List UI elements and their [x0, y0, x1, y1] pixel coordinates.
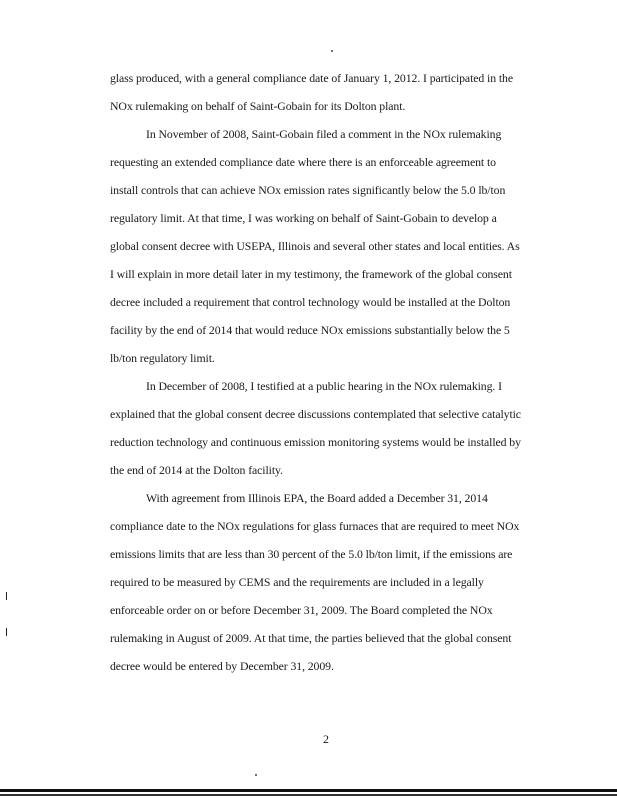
text-line: In December of 2008, I testified at a public hearing in the NOx rulemaking. I — [146, 379, 502, 393]
text-line: facility by the end of 2014 that would reduce NOx emissions substantially below the 5 — [110, 323, 510, 337]
text-line: regulatory limit. At that time, I was working on behalf of Saint-Gobain to develop a — [110, 211, 497, 225]
scan-margin-mark — [6, 592, 7, 600]
text-line: In November of 2008, Saint-Gobain filed a comment in the NOx rulemaking — [146, 127, 502, 141]
text-line: enforceable order on or before December 31, 2009. The Board completed the NOx — [110, 603, 493, 617]
text-line: install controls that can achieve NOx emission rates significantly below the 5.0 lb/ton — [110, 183, 506, 197]
text-line: lb/ton regulatory limit. — [110, 351, 215, 365]
text-line: With agreement from Illinois EPA, the Board added a December 31, 2014 — [146, 491, 488, 505]
scan-speck — [255, 774, 257, 776]
text-line: rulemaking in August of 2009. At that time, the parties believed that the global consent — [110, 631, 512, 645]
text-line: reduction technology and continuous emission monitoring systems would be installed by — [110, 435, 521, 449]
text-line: NOx rulemaking on behalf of Saint-Gobain for its Dolton plant. — [110, 99, 406, 113]
text-line: required to be measured by CEMS and the requirements are included in a legally — [110, 575, 484, 589]
text-line: explained that the global consent decree discussions contemplated that selective catalytic — [110, 407, 521, 421]
text-line: emissions limits that are less than 30 percent of the 5.0 lb/ton limit, if the emissions are — [110, 547, 513, 561]
text-line: global consent decree with USEPA, Illinois and several other states and local entities. As — [110, 239, 520, 253]
text-line: requesting an extended compliance date where there is an enforceable agreement to — [110, 155, 496, 169]
scan-bottom-edge — [0, 794, 617, 796]
text-line: decree would be entered by December 31, 2009. — [110, 659, 334, 673]
scan-margin-mark — [6, 628, 7, 636]
text-line: the end of 2014 at the Dolton facility. — [110, 463, 283, 477]
text-line: compliance date to the NOx regulations for glass furnaces that are required to meet NOx — [110, 519, 520, 533]
text-line: glass produced, with a general compliance date of January 1, 2012. I participated in the — [110, 71, 513, 85]
scan-speck — [331, 50, 333, 52]
page-number: 2 — [323, 732, 329, 746]
scan-bottom-edge — [0, 789, 617, 792]
text-line: decree included a requirement that control technology would be installed at the Dolton — [110, 295, 511, 309]
text-line: I will explain in more detail later in my testimony, the framework of the global consent — [110, 267, 512, 281]
